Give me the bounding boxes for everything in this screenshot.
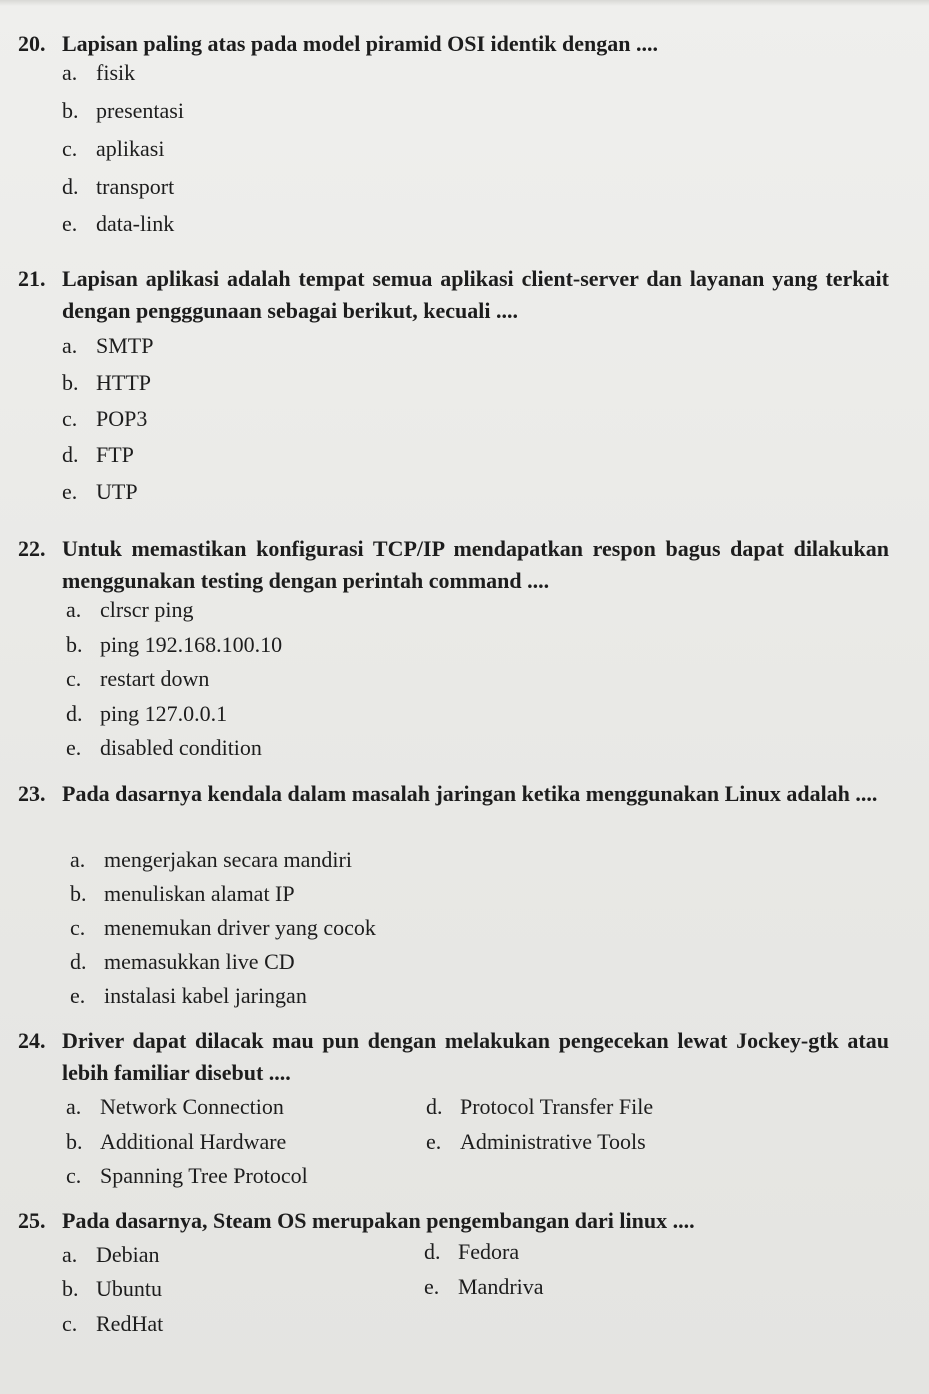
- option-21-d: d. FTP: [62, 442, 134, 467]
- option-25-c: c. RedHat: [62, 1311, 164, 1336]
- option-25-d: d. Fedora: [424, 1239, 520, 1264]
- option-21-c: c. POP3: [62, 406, 148, 431]
- option-22-a: a. clrscr ping: [66, 597, 194, 622]
- option-20-d: d. transport: [62, 174, 175, 199]
- question-text: Pada dasarnya kendala dalam masalah jaringan ketika menggunakan Linux adalah ....: [62, 781, 878, 806]
- option-23-d: d. memasukkan live CD: [70, 949, 295, 974]
- question-text: Driver dapat dilacak mau pun dengan melakukan pengecekan lewat Jockey-gtk atau lebih familiar disebut ....: [62, 1028, 889, 1085]
- option-24-d: d. Protocol Transfer File: [426, 1094, 654, 1119]
- question-number: 23.: [18, 781, 46, 806]
- option-25-a: a. Debian: [62, 1242, 160, 1267]
- question-number: 21.: [18, 266, 46, 291]
- option-25-b: b. Ubuntu: [62, 1276, 162, 1301]
- question-text: Lapisan paling atas pada model piramid OSI identik dengan ....: [62, 31, 658, 56]
- question-number: 22.: [18, 536, 46, 561]
- question-text: Pada dasarnya, Steam OS merupakan pengembangan dari linux ....: [62, 1208, 695, 1233]
- page-edge-shadow: [0, 0, 929, 6]
- option-20-c: c. aplikasi: [62, 136, 165, 161]
- option-23-c: c. menemukan driver yang cocok: [70, 915, 376, 940]
- option-25-e: e. Mandriva: [424, 1274, 544, 1299]
- option-22-e: e. disabled condition: [66, 735, 262, 760]
- question-23: [18, 778, 889, 844]
- question-22: [18, 533, 889, 603]
- option-22-b: b. ping 192.168.100.10: [66, 632, 283, 657]
- option-21-b: b. HTTP: [62, 370, 151, 395]
- option-24-c: c. Spanning Tree Protocol: [66, 1163, 308, 1188]
- option-24-e: e. Administrative Tools: [426, 1129, 646, 1154]
- option-20-e: e. data-link: [62, 211, 175, 236]
- option-23-a: a. mengerjakan secara mandiri: [70, 847, 352, 872]
- question-24: [18, 1025, 889, 1091]
- question-number: 24.: [18, 1028, 46, 1053]
- option-24-a: a. Network Connection: [66, 1094, 284, 1119]
- option-20-b: b. presentasi: [62, 98, 184, 123]
- question-21: [18, 263, 889, 333]
- option-21-e: e. UTP: [62, 479, 138, 504]
- option-24-b: b. Additional Hardware: [66, 1129, 287, 1154]
- question-text: Untuk memastikan konfigurasi TCP/IP mendapatkan respon bagus dapat dilakukan menggunakan testing dengan perintah command ....: [62, 536, 889, 593]
- option-21-a: a. SMTP: [62, 333, 154, 358]
- question-number: 25.: [18, 1208, 46, 1233]
- option-22-c: c. restart down: [66, 666, 210, 691]
- option-20-a: a. fisik: [62, 60, 136, 85]
- option-22-d: d. ping 127.0.0.1: [66, 701, 228, 726]
- option-23-b: b. menuliskan alamat IP: [70, 881, 295, 906]
- option-23-e: e. instalasi kabel jaringan: [70, 983, 307, 1008]
- question-number: 20.: [18, 31, 46, 56]
- question-text: Lapisan aplikasi adalah tempat semua aplikasi client-server dan layanan yang terkait dengan pengggunaan sebagai berikut, kecuali ....: [62, 266, 889, 323]
